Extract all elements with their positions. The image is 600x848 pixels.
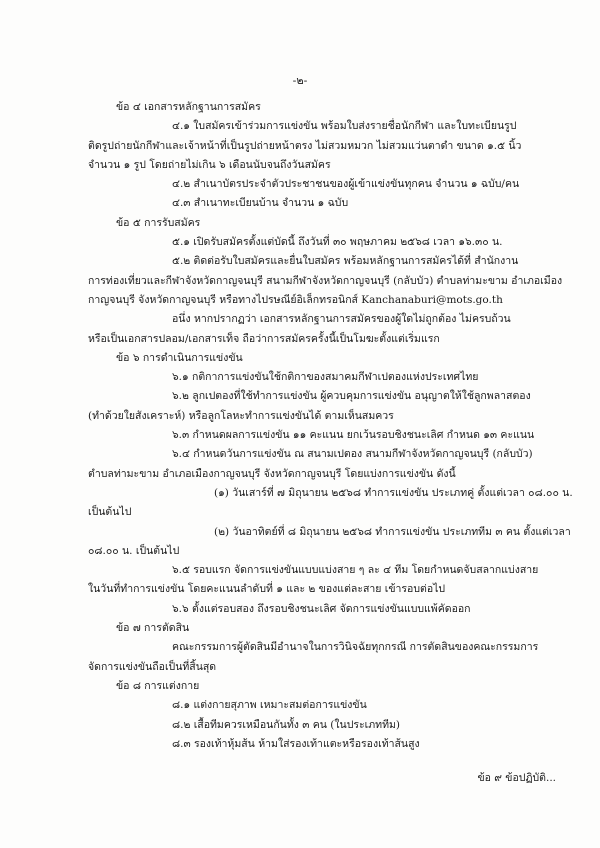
text-line: ๔.๑ ใบสมัครเข้าร่วมการแข่งขัน พร้อมใบส่งรายชื่อนักกีฬา และใบทะเบียนรูป bbox=[172, 120, 517, 133]
text-line: ในวันที่ทำการแข่งขัน โดยคะแนนลำดับที่ ๑ และ ๒ ของแต่ละสาย เข้ารอบต่อไป bbox=[88, 583, 446, 596]
text-line: ๖.๑ กติกาการแข่งขันใช้กติกาของสมาคมกีฬาเปตองแห่งประเทศไทย bbox=[172, 371, 479, 384]
text-line: ๖.๕ รอบแรก จัดการแข่งขันแบบแบ่งสาย ๆ ละ ๔ ทีม โดยกำหนดจับสลากแบ่งสาย bbox=[172, 564, 539, 577]
text-line: ๘.๓ รองเท้าหุ้มส้น ห้ามใส่รองเท้าแตะหรือรองเท้าส้นสูง bbox=[172, 737, 420, 750]
text-line: ๐๘.๐๐ น. เป็นต้นไป bbox=[88, 544, 180, 557]
text-line: ๕.๒ ติดต่อรับใบสมัครและยื่นใบสมัคร พร้อมหลักฐานการสมัครได้ที่ สำนักงาน bbox=[172, 255, 519, 268]
text-line: ๖.๓ กำหนดผลการแข่งขัน ๑๑ คะแนน ยกเว้นรอบชิงชนะเลิศ กำหนด ๑๓ คะแนน bbox=[172, 429, 535, 442]
text-line: ๖.๔ กำหนดวันการแข่งขัน ณ สนามเปตอง สนามกีฬาจังหวัดกาญจนบุรี (กลับบัว) bbox=[172, 448, 533, 461]
text-line: การท่องเที่ยวและกีฬาจังหวัดกาญจนบุรี สนามกีฬาจังหวัดกาญจนบุรี (กลับบัว) ตำบลท่ามะขาม อำเภอเมือง bbox=[88, 274, 563, 287]
text-line: ข้อ ๗ การตัดสิน bbox=[116, 622, 190, 635]
text-line: ๔.๓ สำเนาทะเบียนบ้าน จำนวน ๑ ฉบับ bbox=[172, 197, 349, 210]
text-line: เป็นต้นไป bbox=[88, 506, 132, 519]
document-body bbox=[88, 98, 573, 754]
text-line: อนึ่ง หากปรากฏว่า เอกสารหลักฐานการสมัครของผู้ใดไม่ถูกต้อง ไม่ครบถ้วน bbox=[172, 313, 511, 326]
text-line: ข้อ ๘ การแต่งกาย bbox=[116, 679, 200, 692]
text-line: จำนวน ๑ รูป โดยถ่ายไม่เกิน ๖ เดือนนับจนถึงวันสมัคร bbox=[88, 158, 331, 171]
text-line: ๖.๖ ตั้งแต่รอบสอง ถึงรอบชิงชนะเลิศ จัดการแข่งขันแบบแพ้คัดออก bbox=[172, 602, 471, 615]
page-number: -๒- bbox=[292, 74, 308, 87]
text-line: (ทำด้วยใยสังเคราะห์) หรือลูกโลหะทำการแข่งขันได้ ตามเห็นสมควร bbox=[88, 409, 394, 422]
text-line: (๒) วันอาทิตย์ที่ ๘ มิถุนายน ๒๕๖๘ ทำการแข่งขัน ประเภททีม ๓ คน ตั้งแต่เวลา bbox=[214, 525, 571, 538]
text-line: ข้อ ๕ การรับสมัคร bbox=[116, 216, 201, 229]
text-line: ข้อ ๖ การดำเนินการแข่งขัน bbox=[116, 351, 243, 364]
text-line: ๔.๒ สำเนาบัตรประจำตัวประชาชนของผู้เข้าแข่งขันทุกคน จำนวน ๑ ฉบับ/คน bbox=[172, 178, 520, 191]
text-line: ตำบลท่ามะขาม อำเภอเมืองกาญจนบุรี จังหวัดกาญจนบุรี โดยแบ่งการแข่งขัน ดังนี้ bbox=[88, 467, 456, 480]
text-line: กาญจนบุรี จังหวัดกาญจนบุรี หรือทางไปรษณีย์อิเล็กทรอนิกส์ Kanchanaburi@mots.go.th bbox=[88, 293, 503, 306]
text-line: (๑) วันเสาร์ที่ ๗ มิถุนายน ๒๕๖๘ ทำการแข่งขัน ประเภทคู่ ตั้งแต่เวลา ๐๘.๐๐ น. bbox=[214, 486, 573, 499]
text-line: ๕.๑ เปิดรับสมัครตั้งแต่บัดนี้ ถึงวันที่ ๓๐ พฤษภาคม ๒๕๖๘ เวลา ๑๖.๓๐ น. bbox=[172, 236, 503, 249]
text-line: ๘.๑ แต่งกายสุภาพ เหมาะสมต่อการแข่งขัน bbox=[172, 699, 367, 712]
text-line: คณะกรรมการผู้ตัดสินมีอำนาจในการวินิจฉัยทุกกรณี การตัดสินของคณะกรรมการ bbox=[172, 641, 539, 654]
text-line: ๖.๒ ลูกเปตองที่ใช้ทำการแข่งขัน ผู้ควบคุมการแข่งขัน อนุญาตให้ใช้ลูกพลาสตอง bbox=[172, 390, 531, 403]
text-line: ข้อ ๔ เอกสารหลักฐานการสมัคร bbox=[116, 101, 261, 113]
text-line: ติดรูปถ่ายนักกีฬาและเจ้าหน้าที่เป็นรูปถ่ายหน้าตรง ไม่สวมหมวก ไม่สวมแว่นตาดำ ขนาด ๑.๕ นิ้ว bbox=[88, 139, 522, 152]
text-line: ๘.๒ เสื้อทีมควรเหมือนกันทั้ง ๓ คน (ในประเภททีม) bbox=[172, 718, 401, 731]
text-line: หรือเป็นเอกสารปลอม/เอกสารเท็จ ถือว่าการสมัครครั้งนี้เป็นโมฆะตั้งแต่เริ่มแรก bbox=[88, 332, 440, 345]
text-line: จัดการแข่งขันถือเป็นที่สิ้นสุด bbox=[88, 660, 217, 673]
continuation-note: ข้อ ๙ ข้อปฏิบัติ... bbox=[477, 772, 556, 784]
